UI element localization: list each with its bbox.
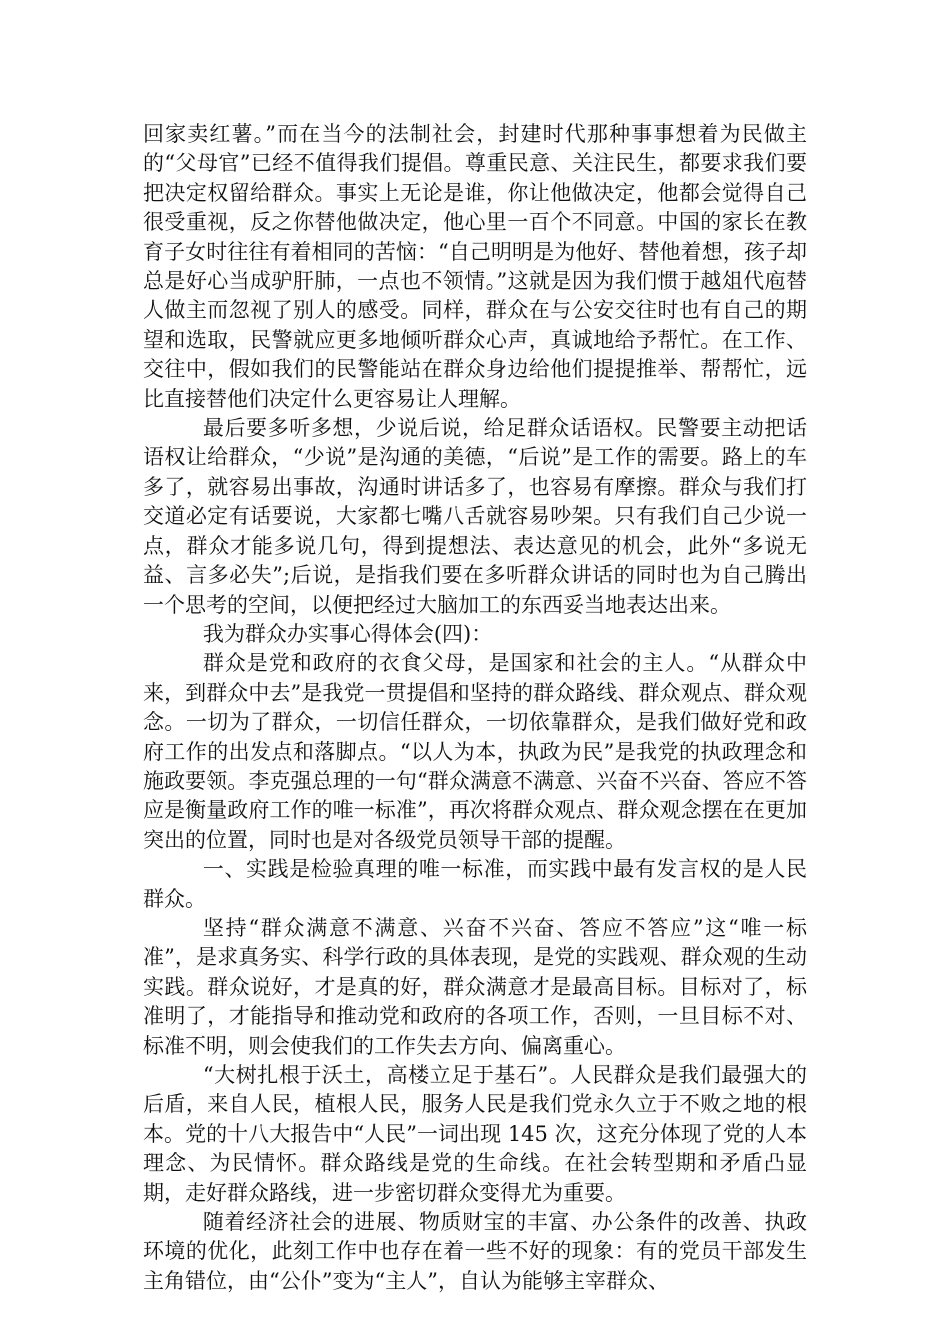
subheading-1: 一、实践是检验真理的唯一标准，而实践中最有发言权的是人民群众。 (143, 857, 807, 911)
paragraph-2: 最后要多听多想，少说后说，给足群众话语权。民警要主动把话语权让给群众，“少说”是沟通的美德，“后说”是工作的需要。路上的车多了，就容易出事故，沟通时讲话多了，也容易有摩擦。群众与我们打交道必定有话要说，大家都七嘴八舌就容易吵架。只有我们自己少说一点，群众才能多说几句，得到提想法、表达意见的机会，此外“多说无益、言多必失”;后说，是指我们要在多听群众讲话的同时也为自己腾出一个思考的空间，以便把经过大脑加工的东西妥当地表达出来。 (143, 416, 807, 617)
paragraph-3: 群众是党和政府的衣食父母，是国家和社会的主人。“从群众中来，到群众中去”是我党一贯提倡和坚持的群众路线、群众观点、群众观念。一切为了群众，一切信任群众，一切依靠群众，是我们做好党和政府工作的出发点和落脚点。“以人为本，执政为民”是我党的执政理念和施政要领。李克强总理的一句“群众满意不满意、兴奋不兴奋、答应不答应是衡量政府工作的唯一标准”，再次将群众观点、群众观念摆在在更加突出的位置，同时也是对各级党员领导干部的提醒。 (143, 651, 807, 852)
paragraph-4: 坚持“群众满意不满意、兴奋不兴奋、答应不答应”这“唯一标准”，是求真务实、科学行政的具体表现，是党的实践观、群众观的生动实践。群众说好，才是真的好，群众满意才是最高目标。目标对了，标准明了，才能指导和推动党和政府的各项工作，否则，一旦目标不对、标准不明，则会使我们的工作失去方向、偏离重心。 (143, 915, 807, 1058)
section-heading: 我为群众办实事心得体会(四)： (202, 621, 493, 646)
paragraph-6: 随着经济社会的进展、物质财宝的丰富、办公条件的改善、执政环境的优化，此刻工作中也存在着一些不好的现象：有的党员干部发生主角错位，由“公仆”变为“主人”，自认为能够主宰群众、 (143, 1210, 807, 1293)
document-body (143, 120, 807, 1296)
paragraph-1: 回家卖红薯。”而在当今的法制社会，封建时代那种事事想着为民做主的“父母官”已经不值得我们提倡。尊重民意、关注民生，都要求我们要把决定权留给群众。事实上无论是谁，你让他做决定，他都会觉得自己很受重视，反之你替他做决定，他心里一百个不同意。中国的家长在教育子女时往往有着相同的苦恼：“自己明明是为他好、替他着想，孩子却总是好心当成驴肝肺，一点也不领情。”这就是因为我们惯于越俎代庖替人做主而忽视了别人的感受。同样，群众在与公安交往时也有自己的期望和选取，民警就应更多地倾听群众心声，真诚地给予帮忙。在工作、交往中，假如我们的民警能站在群众身边给他们提提推举、帮帮忙，远比直接替他们决定什么更容易让人理解。 (143, 122, 807, 411)
paragraph-5: “大树扎根于沃土，高楼立足于基石”。人民群众是我们最强大的后盾，来自人民，植根人民，服务人民是我们党永久立于不败之地的根本。党的十八大报告中“人民”一词出现 145 次，这充分体现了党的人本理念、为民情怀。群众路线是党的生命线。在社会转型期和矛盾凸显期，走好群众路线，进一步密切群众变得尤为重要。 (143, 1063, 807, 1205)
